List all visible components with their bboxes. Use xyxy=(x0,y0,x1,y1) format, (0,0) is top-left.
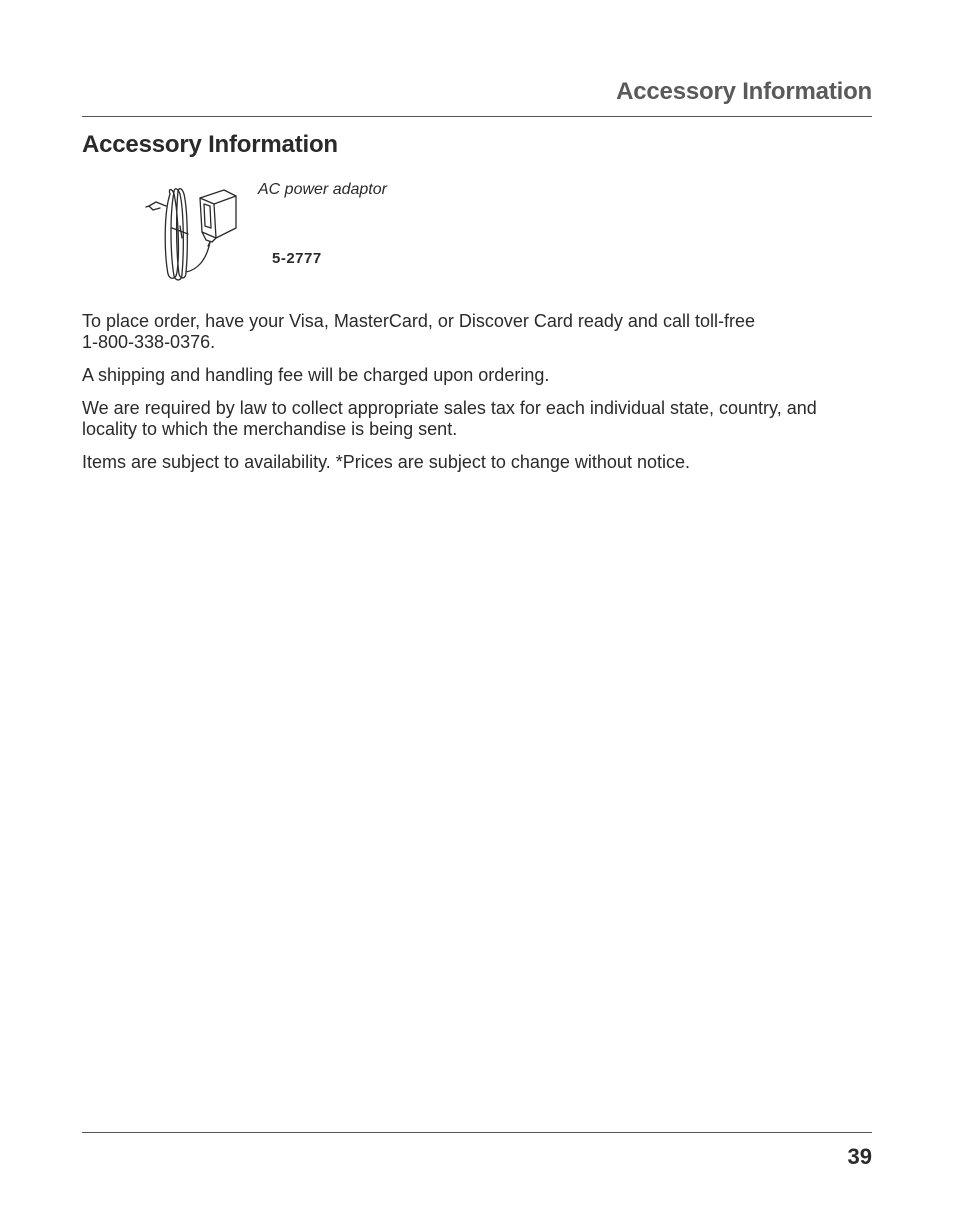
sales-tax-paragraph: We are required by law to collect appropriate sales tax for each individual state, country, and locality to which the merchandise is being sent. xyxy=(82,398,817,439)
section-title: Accessory Information xyxy=(82,131,338,158)
header-divider xyxy=(82,116,872,117)
footer-divider xyxy=(82,1132,872,1133)
product-name: AC power adaptor xyxy=(258,181,387,198)
order-instructions: To place order, have your Visa, MasterCard, or Discover Card ready and call toll-free xyxy=(82,311,755,331)
availability-paragraph: Items are subject to availability. *Prices are subject to change without notice. xyxy=(82,452,690,472)
toll-free-phone-number: 1-800-338-0376. xyxy=(82,332,216,352)
shipping-paragraph: A shipping and handling fee will be charged upon ordering. xyxy=(82,365,550,385)
order-paragraph xyxy=(82,311,872,353)
product-number: 5-2777 xyxy=(272,250,322,267)
ordering-information xyxy=(82,311,872,485)
running-header-title: Accessory Information xyxy=(616,78,872,105)
ac-adaptor-illustration xyxy=(144,182,240,284)
page-number: 39 xyxy=(847,1144,872,1169)
